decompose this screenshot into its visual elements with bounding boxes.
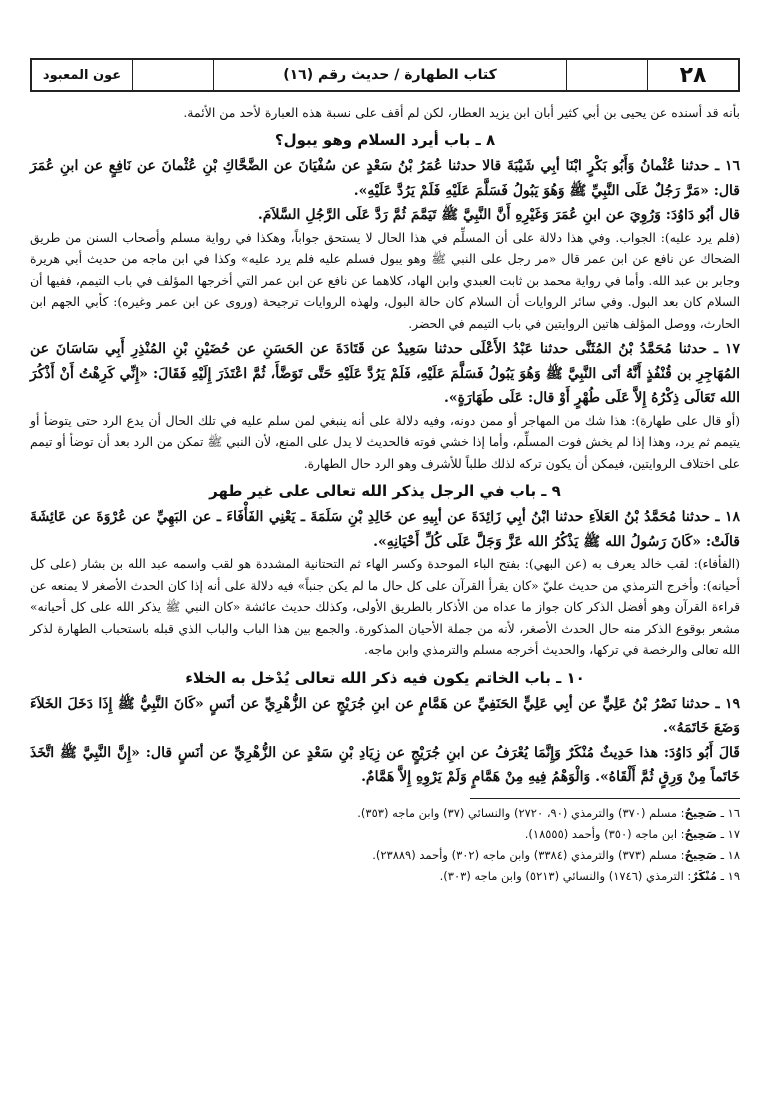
footnote-text: : ابن ماجه (٣٥٠) وأحمد (١٨٥٥٥). <box>524 826 685 841</box>
footnote-grade: مُنْكَرٌ <box>691 868 717 883</box>
hadith-19: ١٩ ـ حدثنا نَصْرُ بْنُ عَلِيٍّ عن أبِي عَلِيٍّ الحَنَفِيِّ عن هَمَّامٍ عن ابنِ جُرَيْجٍ عن الزُّهْرِيِّ عن أنَسٍ «كَانَ النَّبِيُّ ﷺ إِذَا دَخَلَ الخَلاَءَ وَضَعَ خَاتَمَهُ». <box>30 695 740 736</box>
commentary-18: (الفأفاء): لقب خالد يعرف به (عن البهي): بفتح الباء الموحدة وكسر الهاء ثم التحتانية المشددة هو لقب واسمه عبد الله بن بشار (على كل أحيانه): وأخرج الترمذي من حديث عليّ «كان يقرأ القرآن على كل حال ما لم يكن جنباً» فيه دلالة على أنه إذا كان الحدث الأصغر لا يمنعه عن قراءة القرآن وهو أفضل الذكر كان جواز ما عداه من الأذكار بالطريق الأولى، وكذلك حديث عائشة «كان النبي ﷺ يذكر الله على كل أحيانه» مشعر بوقوع الذكر منه حال الحدث الأصغر، لأنه من جملة الأحيان المذكورة. والجمع بين هذا الباب والباب الذي قبله باستحباب الطهارة لذكر الله تعالى والرخصة في تركها، والحديث أخرجه مسلم والترمذي وابن ماجه. <box>30 557 740 657</box>
footnote-number: ١٩ ـ <box>720 868 740 883</box>
header-divider-cell <box>566 60 647 90</box>
footnote-number: ١٦ ـ <box>720 805 740 820</box>
commentary-16: (فلم يرد عليه): الجواب. وفي هذا دلالة على أن المسلِّم في هذا الحال لا يستحق جواباً، وهكذا في رواية مسلم وأصحاب السنن من طريق الضحاك عن نافع عن ابن عمر قال «مر رجل على النبي ﷺ وهو يبول فسلم عليه فلم يرد عليه» وكذا في ابن ماجه من حديث أبي هريرة وجابر بن عبد الله. وأما في رواية محمد بن ثابت العبدي وابن الهاد، كلاهما عن نافع عن ابن عمر التي أخرجها المؤلف في باب التيمم، ففيها أن السلام كان بعد البول. وفي سائر الروايات أن السلام كان حالة البول، ولهذه الروايات ترجيحة (وروى عن ابن عمر وغيره): كأبي الجهم ابن الحارث، ووصل المؤلف هاتين الروايتين في باب التيمم في الحضر. <box>30 230 740 331</box>
footnote-grade: صَحِيحٌ <box>684 805 717 820</box>
footnote <box>30 845 740 866</box>
hadith-16-note: قال أبُو دَاوُدَ: وَرُوِيَ عن ابنِ عُمَرَ وَغَيْرِهِ أَنَّ النَّبِيَّ ﷺ تَيَمَّمَ ثُمَّ رَدَّ عَلَى الرَّجُلِ السَّلاَمَ. <box>257 207 740 223</box>
footnote-text: : مسلم (٣٧٣) والترمذي (٣٣٨٤) وابن ماجه (٣٠٢) وأحمد (٢٣٨٨٩). <box>372 847 685 862</box>
footnote-number: ١٨ ـ <box>720 847 740 862</box>
commentary-17: (أو قال على طهارة): هذا شك من المهاجر أو ممن دونه، وفيه دلالة على أنه ينبغي لمن سلم عليه في تلك الحال أن يدع الرد حتى يتوضأ أو يتيمم ثم يرد، وهذا إذا لم يخش فوت المسلِّم، وأما إذا خشي فوته فالحديث لا يدل على المنع، لأن النبي ﷺ تمكن من الرد بعد أن توضأ أو تيمم على اختلاف الروايتين، فيمكن أن يكون تركه لذلك طلباً للأشرف وهو الرد حال الطهارة. <box>30 413 740 471</box>
page-title: كتاب الطهارة / حديث رقم (١٦) <box>213 60 566 90</box>
hadith-19-note: قَالَ أَبُو دَاوُدَ: هذا حَدِيثٌ مُنْكَرٌ وَإِنَّمَا يُعْرَفُ عن ابنِ جُرَيْجٍ عن زِيَادِ بْنِ سَعْدٍ عن الزُّهْرِيِّ عن أنَسٍ قال: «إِنَّ النَّبِيَّ ﷺ اتَّخَذَ خَاتَماً مِنْ وَرِقٍ ثُمَّ أَلْقَاهُ». وَالْوَهْمُ فِيهِ مِنْ هَمَّامٍ وَلَمْ يَرْوِهِ إِلاَّ هَمَّامٌ. <box>30 744 740 785</box>
chapter-8-title: ٨ ـ باب أيرد السلام وهو يبول؟ <box>274 131 496 149</box>
footnote-separator <box>470 798 740 799</box>
footnote-number: ١٧ ـ <box>720 826 740 841</box>
chapter-9-title: ٩ ـ باب في الرجل يذكر الله تعالى على غير طهر <box>209 482 561 500</box>
hadith-18: ١٨ ـ حدثنا مُحَمَّدُ بْنُ العَلاَءِ حدثنا ابْنُ أبِي زَائِدَةَ عن أبِيهِ عن خَالِدِ بْنِ سَلَمَةَ ـ يَعْنِي الفَأْفَاءَ ـ عن البَهِيِّ عن عُرْوَةَ عن عَائِشَةَ قالَتْ: «كَانَ رَسُولُ الله ﷺ يَذْكُرُ الله عَزَّ وَجَلَّ عَلَى كُلِّ أَحْيَانِهِ». <box>30 509 740 550</box>
footnote <box>30 803 740 824</box>
continuation-text: بأنه قد أسنده عن يحيى بن أبي كثير أبان ابن يزيد العطار، لكن لم أقف على نسبة هذه العبارة لأحد من الأئمة. <box>183 105 740 120</box>
footnote-text: : الترمذي (١٧٤٦) والنسائي (٥٢١٣) وابن ماجه (٣٠٣). <box>439 868 692 883</box>
hadith-17: ١٧ ـ حدثنا مُحَمَّدُ بْنُ المُثَنَّى حدثنا عَبْدُ الأَعْلَى حدثنا سَعِيدٌ عن قَتَادَةَ عن الحَسَنِ عن حُضَيْنِ بْنِ المُنْذِرِ أَبِي سَاسَانَ عن المُهَاجِرِ بن قُنْفُذٍ أَنَّهُ أتَى النَّبِيَّ ﷺ وَهُوَ يَبُولُ فَسَلَّمَ عَلَيْهِ، فَلَمْ يَرُدَّ عَلَيْهِ حَتَّى تَوَضَّأَ، ثُمَّ اعْتَذَرَ إِلَيْهِ فَقَالَ: «إِنِّي كَرِهْتُ أَنْ أَذْكُرَ الله تَعَالَى ذِكْرُهُ إِلاَّ عَلَى طُهْرٍ أَوْ قال: عَلَى طَهَارَةٍ». <box>30 341 740 406</box>
footnote-text: : مسلم (٣٧٠) والترمذي (٩٠، ٢٧٢٠) والنسائي (٣٧) وابن ماجه (٣٥٣). <box>357 805 685 820</box>
book-title: عون المعبود <box>42 67 122 83</box>
header-divider-cell <box>132 60 213 90</box>
footnote-grade: صَحِيحٌ <box>684 847 717 862</box>
page-number: ٢٨ <box>647 60 738 90</box>
book-page <box>30 58 740 887</box>
chapter-10-title: ١٠ ـ باب الخاتم يكون فيه ذكر الله تعالى يُدْخل به الخلاء <box>185 668 585 687</box>
footnote <box>30 824 740 845</box>
hadith-16: ١٦ ـ حدثنا عُثْمانُ وَأَبُو بَكْرٍ ابْنَا أبِي شَيْبَةَ قالا حدثنا عُمَرُ بْنُ سَعْدٍ عن سُفْيَانَ عن الضَّحَّاكِ بْنِ عُثْمانَ عن نَافِعٍ عن ابنِ عُمَرَ قال: «مَرَّ رَجُلٌ عَلَى النَّبِيِّ ﷺ وَهُوَ يَبُولُ فَسَلَّمَ عَلَيْهِ فَلَمْ يَرُدَّ عَلَيْهِ». <box>30 158 740 199</box>
footnote <box>30 866 740 887</box>
footnote-grade: صَحِيحٌ <box>684 826 717 841</box>
page-header <box>30 58 740 92</box>
